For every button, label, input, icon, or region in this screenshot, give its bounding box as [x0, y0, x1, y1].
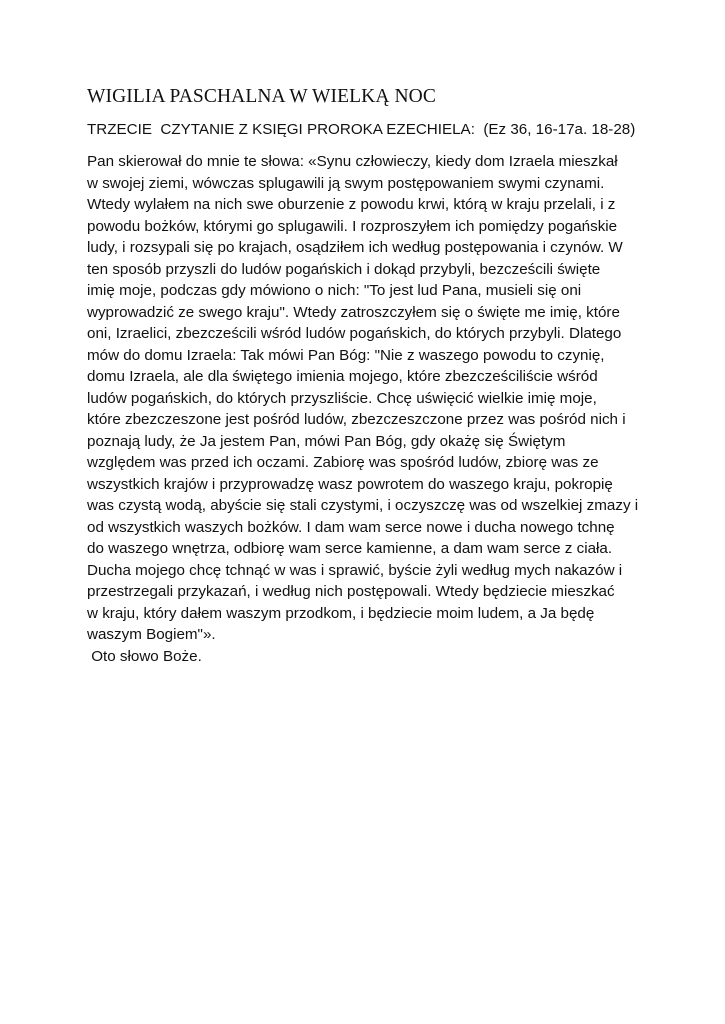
- body-line: wyprowadzić ze swego kraju". Wtedy zatroszczyłem się o święte me imię, które: [87, 303, 620, 321]
- closing-acclamation: Oto słowo Boże.: [87, 647, 202, 665]
- body-line: oni, Izraelici, zbezcześcili wśród ludów pogańskich, do których przybyli. Dlatego: [87, 325, 622, 342]
- body-line: do waszego wnętrza, odbiorę wam serce kamienne, a dam wam serce z ciała.: [87, 540, 613, 557]
- body-line: powodu bożków, którymi go splugawili. I rozproszyłem ich pomiędzy pogańskie: [87, 217, 618, 235]
- body-line: Pan skierował do mnie te słowa: «Synu człowieczy, kiedy dom Izraela mieszkał: [87, 153, 618, 170]
- body-line: przestrzegali przykazań, i według nich postępowali. Wtedy będziecie mieszkać: [87, 583, 615, 600]
- body-line: domu Izraela, ale dla świętego imienia mojego, które zbezcześciliście wśród: [87, 368, 598, 385]
- reading-heading: TRZECIE CZYTANIE Z KSIĘGI PROROKA EZECHIELA: (Ez 36, 16-17a. 18-28): [87, 121, 636, 138]
- body-line: od wszystkich waszych bożków. I dam wam serce nowe i ducha nowego tchnę: [87, 518, 615, 536]
- body-line: ludy, i rozsypali się po krajach, osądziłem ich według postępowania i czynów. W: [87, 239, 623, 256]
- body-line: Wtedy wylałem na nich swe oburzenie z powodu krwi, którą w kraju przelali, i z: [87, 196, 616, 213]
- body-line: mów do domu Izraela: Tak mówi Pan Bóg: "Nie z waszego powodu to czynię,: [87, 346, 605, 364]
- reading-body: [87, 151, 647, 667]
- body-line: względem was przed ich oczami. Zabiorę was spośród ludów, zbiorę was ze: [87, 454, 599, 471]
- body-line: wszystkich krajów i przyprowadzę wasz powrotem do waszego kraju, pokropię: [87, 475, 613, 493]
- body-line: waszym Bogiem"».: [87, 626, 216, 643]
- body-line: które zbezczeszone jest pośród ludów, zbezczeszczone przez was pośród nich i: [87, 411, 626, 428]
- body-line: ten sposób przyszli do ludów pogańskich i dokąd przybyli, bezcześcili święte: [87, 260, 601, 278]
- body-line: w swojej ziemi, wówczas splugawili ją swym postępowaniem swymi czynami.: [87, 174, 605, 192]
- body-line: imię moje, podczas gdy mówiono o nich: "To jest lud Pana, musieli się oni: [87, 282, 582, 299]
- body-line: Ducha mojego chcę tchnąć w was i sprawić, byście żyli według mych nakazów i: [87, 561, 623, 579]
- body-line: w kraju, który dałem waszym przodkom, i będziecie moim ludem, a Ja będę: [87, 604, 595, 622]
- body-line: ludów pogańskich, do których przyszliście. Chcę uświęcić wielkie imię moje,: [87, 389, 597, 407]
- body-line: was czystą wodą, abyście się stali czystymi, i oczyszczę was od wszelkiej zmazy i: [87, 497, 639, 514]
- document-title: WIGILIA PASCHALNA W WIELKĄ NOC: [87, 86, 436, 107]
- body-line: poznają ludy, że Ja jestem Pan, mówi Pan Bóg, gdy okażę się Świętym: [87, 432, 566, 450]
